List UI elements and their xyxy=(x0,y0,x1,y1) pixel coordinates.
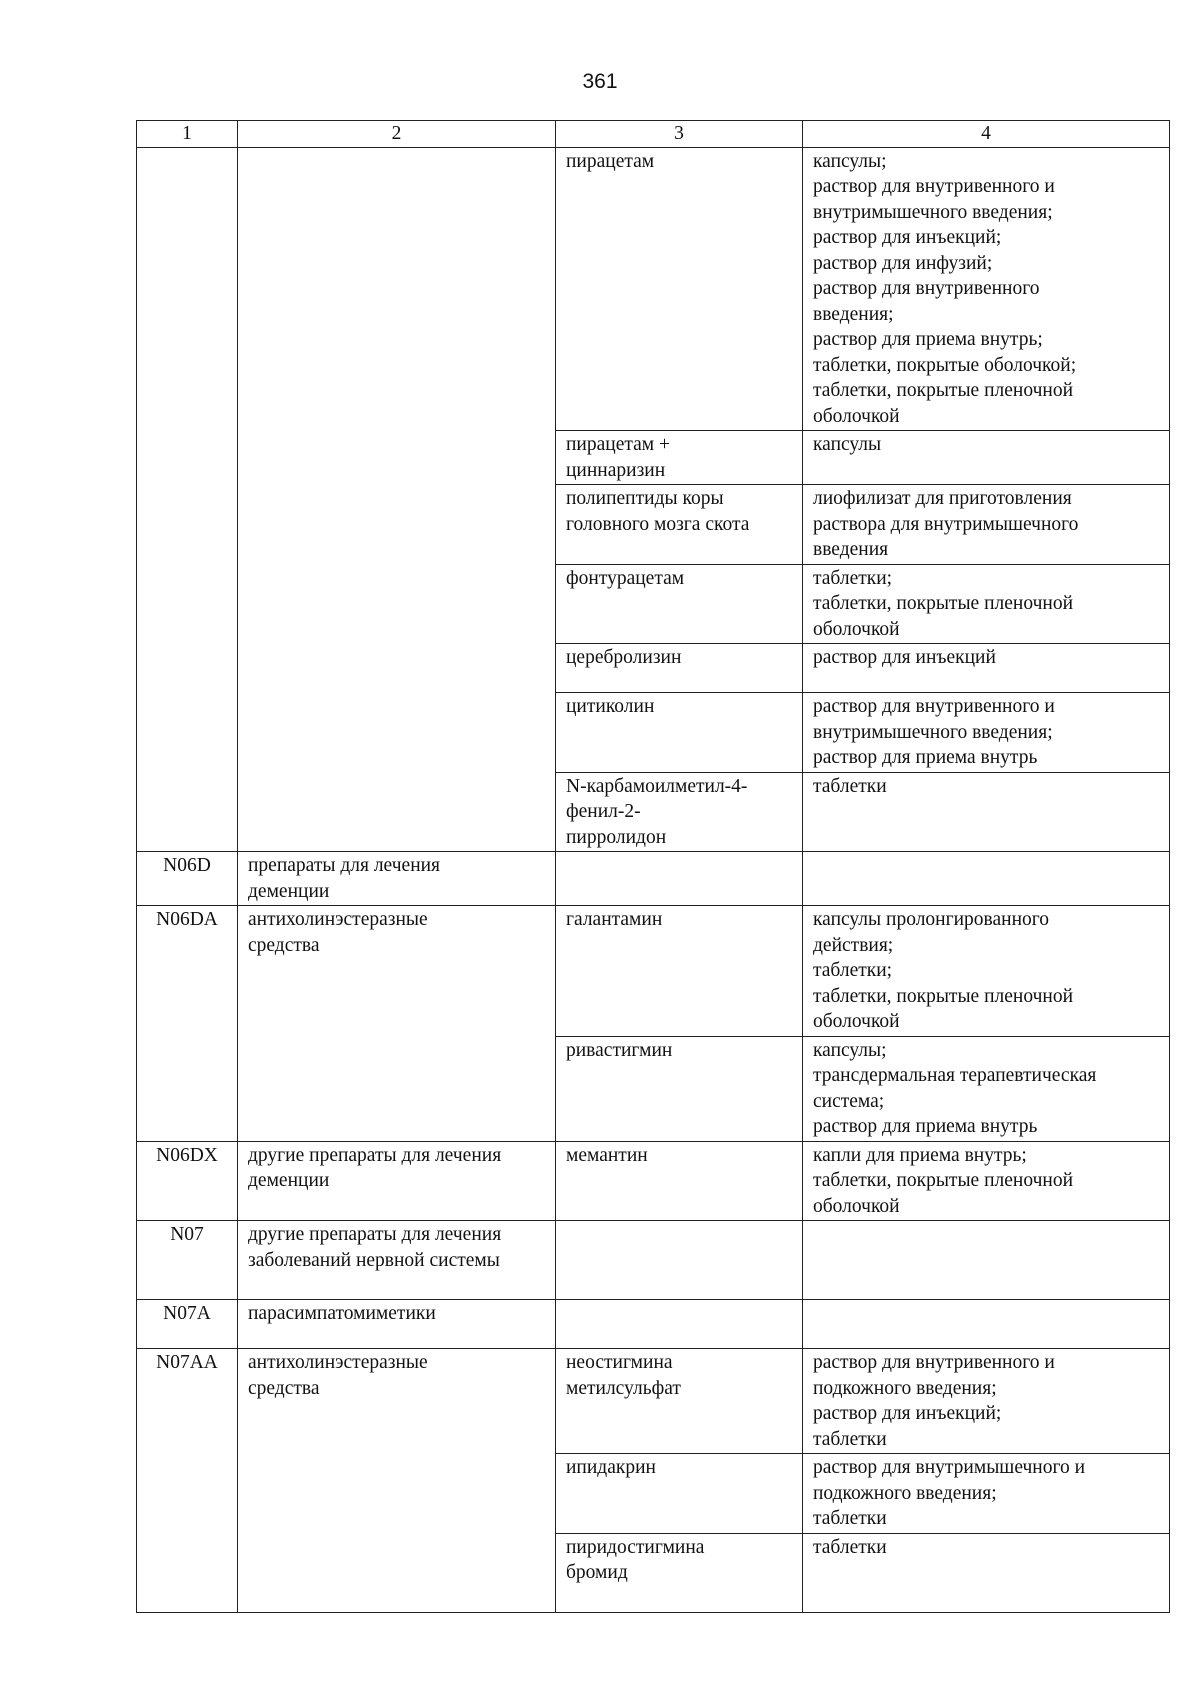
table-row xyxy=(137,906,1170,1037)
drug-name-cell: ривастигмин xyxy=(556,1036,803,1141)
dosage-form-cell: таблетки xyxy=(803,772,1170,852)
atc-code-cell: N06D xyxy=(137,852,238,906)
dosage-form-cell: таблетки xyxy=(803,1533,1170,1612)
atc-code-cell: N07AA xyxy=(137,1349,238,1613)
drug-name-cell: цитиколин xyxy=(556,693,803,773)
drug-name-cell: N-карбамоилметил-4- фенил-2- пирролидон xyxy=(556,772,803,852)
atc-code-cell: N06DX xyxy=(137,1141,238,1221)
drug-table xyxy=(136,120,1170,1613)
dosage-form-cell: таблетки; таблетки, покрытые пленочной оболочкой xyxy=(803,564,1170,644)
dosage-form-cell: капсулы xyxy=(803,431,1170,485)
dosage-form-cell: раствор для инъекций xyxy=(803,644,1170,693)
group-name-cell xyxy=(238,147,556,852)
col-header-1: 1 xyxy=(137,121,238,148)
col-header-3: 3 xyxy=(556,121,803,148)
dosage-form-cell: раствор для внутривенного и внутримышечного введения; раствор для приема внутрь xyxy=(803,693,1170,773)
dosage-form-cell: лиофилизат для приготовления раствора для внутримышечного введения xyxy=(803,485,1170,565)
dosage-form-cell: капли для приема внутрь; таблетки, покрытые пленочной оболочкой xyxy=(803,1141,1170,1221)
drug-name-cell: пиридостигмина бромид xyxy=(556,1533,803,1612)
dosage-form-cell xyxy=(803,852,1170,906)
group-name-cell: другие препараты для лечения заболеваний нервной системы xyxy=(238,1221,556,1300)
atc-code-cell: N07A xyxy=(137,1300,238,1349)
table-row xyxy=(137,852,1170,906)
table-row xyxy=(137,1141,1170,1221)
table-row xyxy=(137,1221,1170,1300)
col-header-4: 4 xyxy=(803,121,1170,148)
dosage-form-cell: капсулы; трансдермальная терапевтическая система; раствор для приема внутрь xyxy=(803,1036,1170,1141)
col-header-2: 2 xyxy=(238,121,556,148)
group-name-cell: антихолинэстеразные средства xyxy=(238,1349,556,1613)
group-name-cell: препараты для лечения деменции xyxy=(238,852,556,906)
drug-name-cell: полипептиды коры головного мозга скота xyxy=(556,485,803,565)
page-number: 361 xyxy=(582,70,618,93)
group-name-cell: парасимпатомиметики xyxy=(238,1300,556,1349)
drug-name-cell: пирацетам + циннаризин xyxy=(556,431,803,485)
drug-name-cell xyxy=(556,852,803,906)
dosage-form-cell: капсулы пролонгированного действия; таблетки; таблетки, покрытые пленочной оболочкой xyxy=(803,906,1170,1037)
table-row xyxy=(137,1349,1170,1454)
drug-name-cell xyxy=(556,1300,803,1349)
dosage-form-cell: раствор для внутривенного и подкожного введения; раствор для инъекций; таблетки xyxy=(803,1349,1170,1454)
drug-name-cell: пирацетам xyxy=(556,147,803,431)
drug-name-cell: фонтурацетам xyxy=(556,564,803,644)
drug-name-cell: галантамин xyxy=(556,906,803,1037)
group-name-cell: другие препараты для лечения деменции xyxy=(238,1141,556,1221)
table-row xyxy=(137,147,1170,431)
header-row xyxy=(137,121,1170,148)
atc-code-cell xyxy=(137,147,238,852)
drug-name-cell: ипидакрин xyxy=(556,1454,803,1534)
dosage-form-cell xyxy=(803,1300,1170,1349)
drug-name-cell: церебролизин xyxy=(556,644,803,693)
dosage-form-cell xyxy=(803,1221,1170,1300)
table-row xyxy=(137,1300,1170,1349)
atc-code-cell: N07 xyxy=(137,1221,238,1300)
drug-name-cell: неостигмина метилсульфат xyxy=(556,1349,803,1454)
drug-name-cell xyxy=(556,1221,803,1300)
atc-code-cell: N06DA xyxy=(137,906,238,1142)
group-name-cell: антихолинэстеразные средства xyxy=(238,906,556,1142)
dosage-form-cell: капсулы; раствор для внутривенного и внутримышечного введения; раствор для инъекций; раствор для инфузий; раствор для внутривенного введения; раствор для приема внутрь; таблетки, покрытые оболочкой; таблетки, покрытые пленочной оболочкой xyxy=(803,147,1170,431)
drug-name-cell: мемантин xyxy=(556,1141,803,1221)
dosage-form-cell: раствор для внутримышечного и подкожного введения; таблетки xyxy=(803,1454,1170,1534)
